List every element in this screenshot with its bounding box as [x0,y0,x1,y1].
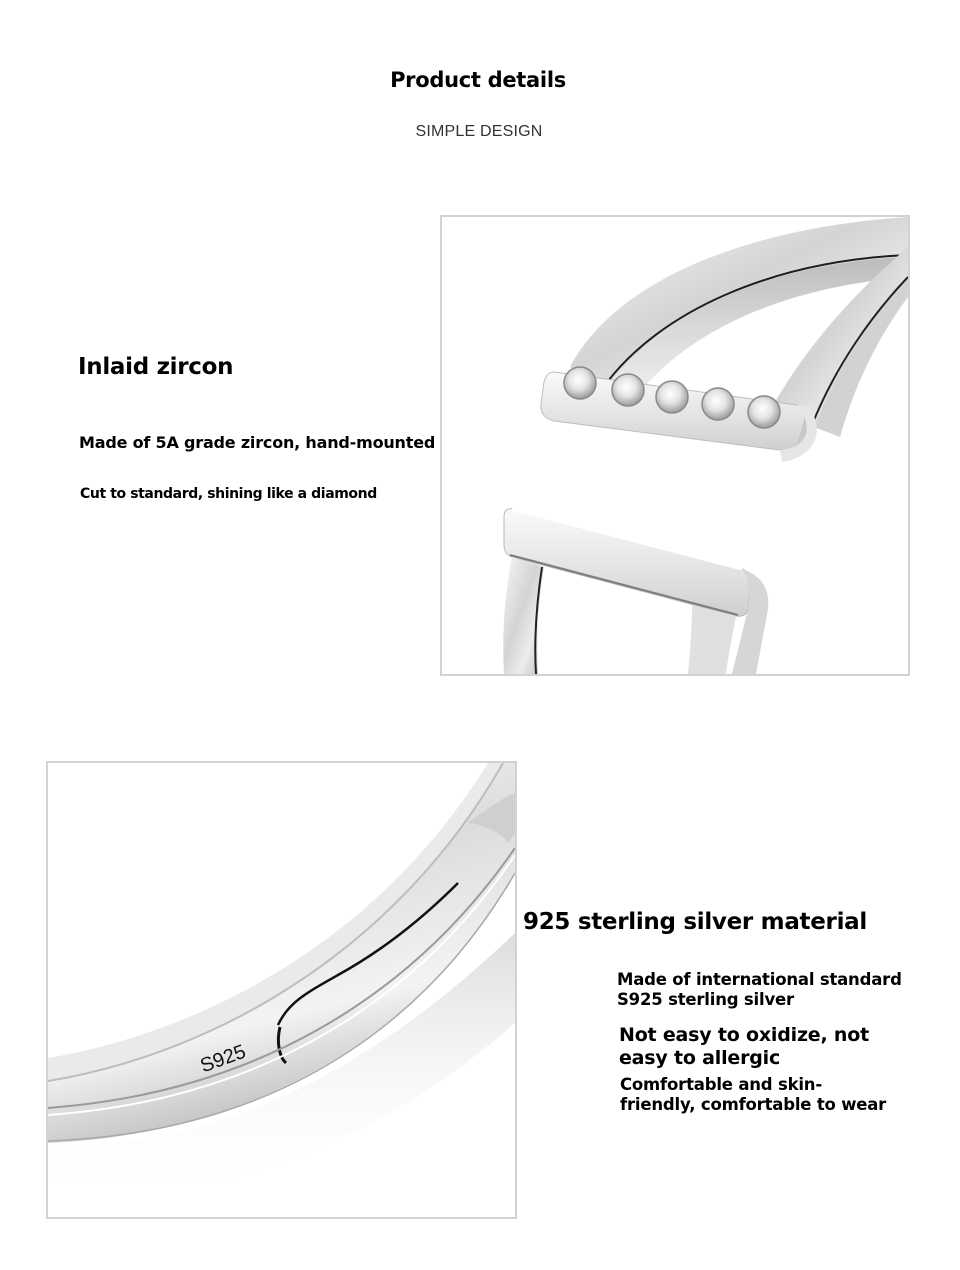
silver-feature-line: Comfortable and skin- [620,1075,822,1094]
page-title: Product details [390,68,566,92]
page-subtitle: SIMPLE DESIGN [415,123,543,140]
silver-feature-block [617,970,902,1010]
silver-ring-illustration [48,763,515,1217]
zircon-feature-line: Cut to standard, shining like a diamond [80,486,377,502]
silver-feature-line: S925 sterling silver [617,990,794,1010]
silver-feature-block [620,1075,886,1115]
silver-ring-image [46,761,517,1219]
silver-feature-line: easy to allergic [619,1047,781,1070]
silver-heading: 925 sterling silver material [523,909,867,935]
zircon-ring-image [440,215,910,676]
zircon-feature-line: Made of 5A grade zircon, hand-mounted [79,433,436,452]
silver-feature-block [619,1024,869,1070]
zircon-heading: Inlaid zircon [78,354,234,380]
s925-engraving: S925 [197,1040,249,1078]
silver-feature-line: Made of international standard [617,970,902,989]
zircon-ring-illustration [442,217,908,674]
silver-feature-line: friendly, comfortable to wear [620,1095,887,1115]
silver-feature-line: Not easy to oxidize, not [619,1024,869,1046]
